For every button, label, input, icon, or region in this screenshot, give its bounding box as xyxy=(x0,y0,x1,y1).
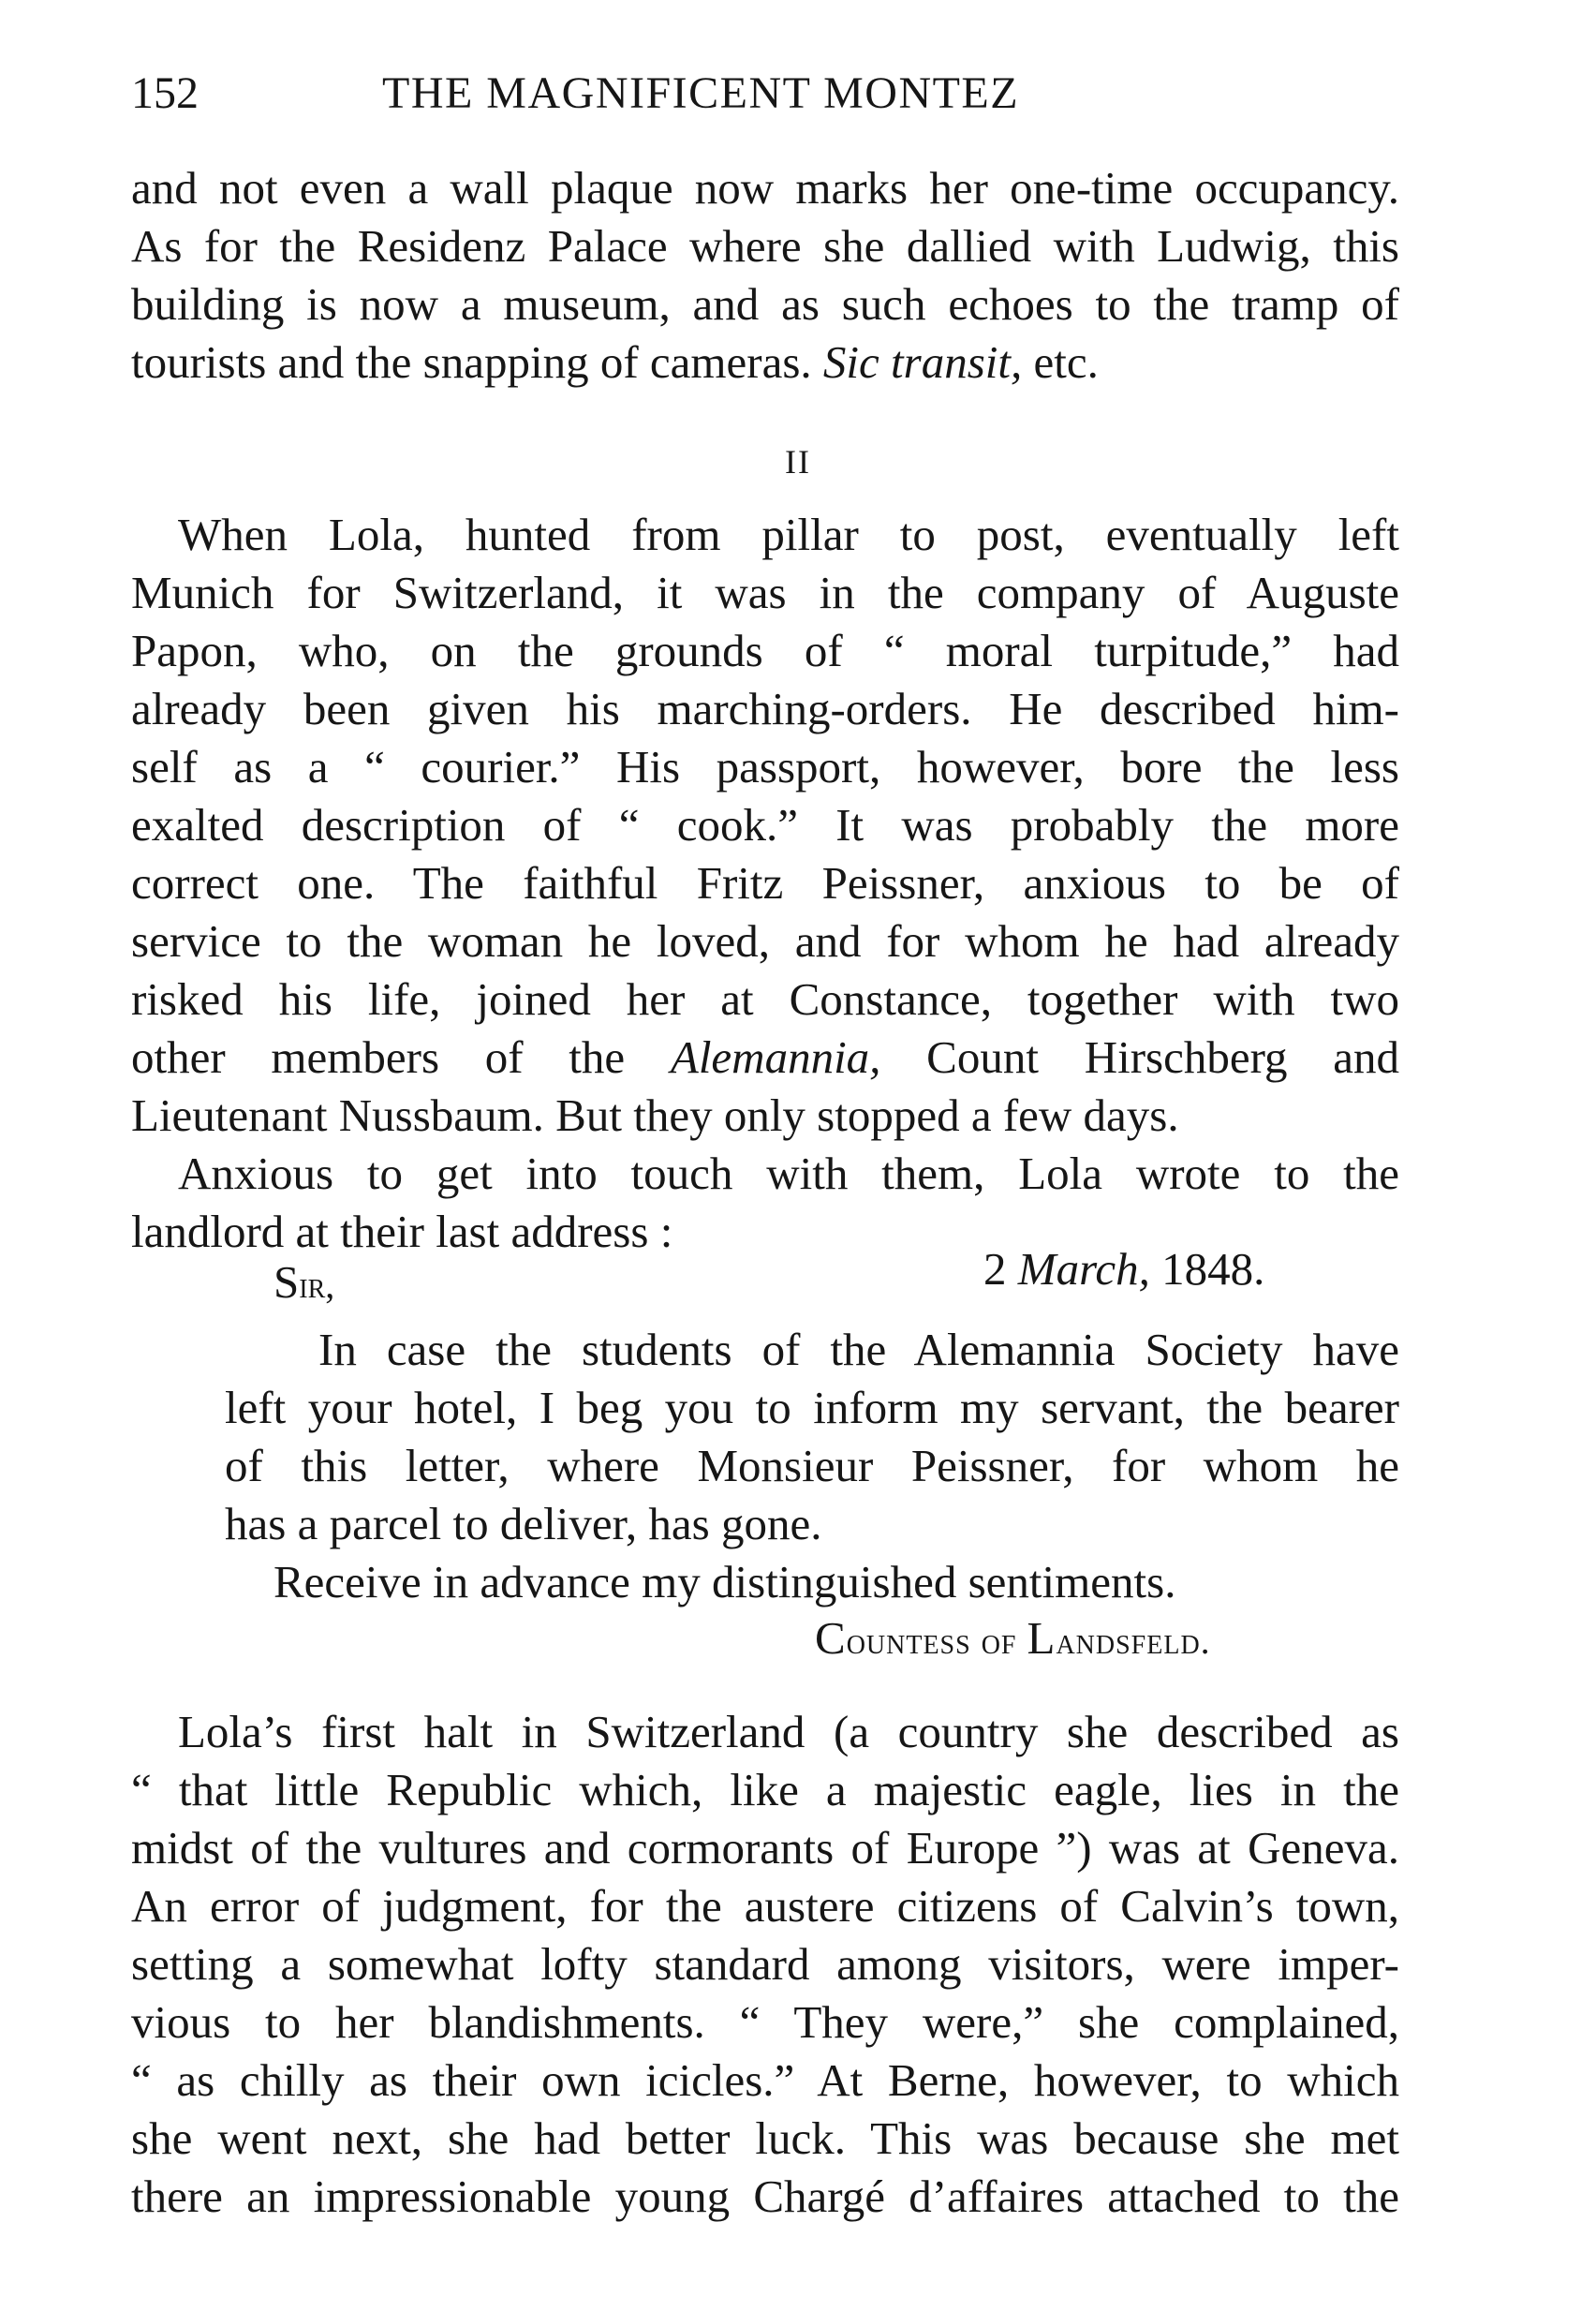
text-segment: tourists and the snapping of cameras. xyxy=(131,336,823,388)
text-segment: etc. xyxy=(1022,336,1099,388)
text-line: and not even a wall plaque now marks her one-time occupancy. xyxy=(131,162,1399,214)
page-header xyxy=(131,67,1424,124)
letter-signature xyxy=(815,1611,1211,1665)
running-title: THE MAGNIFICENT MONTEZ xyxy=(382,68,1020,118)
text-line: setting a somewhat lofty standard among visitors, were imper- xyxy=(131,1938,1399,1990)
text-line: landlord at their last address : xyxy=(131,1206,673,1257)
letter-line: In case the students of the Alemannia Society have xyxy=(318,1324,1399,1375)
text-line: risked his life, joined her at Constance, together with two xyxy=(131,973,1399,1025)
text-segment: other members of the xyxy=(131,1031,671,1083)
text-line: there an impressionable young Chargé d’affaires attached to the xyxy=(131,2170,1399,2222)
letter-line: left your hotel, I beg you to inform my servant, the bearer xyxy=(225,1382,1399,1433)
letter-salutation xyxy=(273,1255,334,1309)
signature-part: ountess of xyxy=(846,1620,1027,1662)
signature-part: andsfeld. xyxy=(1056,1620,1211,1662)
text-line: Papon, who, on the grounds of “ moral turpitude,” had xyxy=(131,625,1399,676)
signature-initial: C xyxy=(815,1612,847,1664)
text-line: already been given his marching-orders. He described him- xyxy=(131,683,1399,734)
text-line: vious to her blandishments. “ They were,” she complained, xyxy=(131,1996,1399,2048)
salutation-rest: ir, xyxy=(299,1264,335,1306)
date-month: March, xyxy=(1017,1243,1150,1295)
text-line: As for the Residenz Palace where she dallied with Ludwig, this xyxy=(131,220,1399,272)
text-line: Munich for Switzerland, it was in the company of Auguste xyxy=(131,567,1399,618)
text-line xyxy=(131,1029,1399,1087)
date-day: 2 xyxy=(983,1243,1018,1295)
text-line: midst of the vultures and cormorants of Europe ”) was at Geneva. xyxy=(131,1822,1399,1874)
text-line: correct one. The faithful Fritz Peissner, anxious to be of xyxy=(131,857,1399,909)
salutation-initial: S xyxy=(273,1256,300,1308)
text-line: she went next, she had better luck. This was because she met xyxy=(131,2112,1399,2164)
text-line: “ that little Republic which, like a majestic eagle, lies in the xyxy=(131,1764,1399,1815)
text-line: service to the woman he loved, and for whom he had already xyxy=(131,915,1399,967)
signature-initial: L xyxy=(1027,1612,1057,1664)
letter-closing: Receive in advance my distinguished sentiments. xyxy=(273,1556,1176,1607)
text-line: “ as chilly as their own icicles.” At Berne, however, to which xyxy=(131,2054,1399,2106)
letter-line: of this letter, where Monsieur Peissner, for whom he xyxy=(225,1440,1399,1491)
text-line: self as a “ courier.” His passport, however, bore the less xyxy=(131,741,1399,793)
text-line xyxy=(131,333,1399,392)
letter-line: has a parcel to deliver, has gone. xyxy=(225,1498,822,1549)
italic-text: Sic transit, xyxy=(822,336,1023,388)
text-line: An error of judgment, for the austere citizens of Calvin’s town, xyxy=(131,1880,1399,1932)
section-number: II xyxy=(785,443,811,481)
text-line: Anxious to get into touch with them, Lola wrote to the xyxy=(178,1148,1399,1199)
letter-date xyxy=(983,1242,1264,1296)
text-segment: Count Hirschberg and xyxy=(880,1031,1399,1083)
text-line: Lola’s first halt in Switzerland (a country she described as xyxy=(178,1706,1399,1757)
italic-text: Alemannia, xyxy=(670,1031,881,1083)
date-year: 1848. xyxy=(1149,1243,1265,1295)
text-line: building is now a museum, and as such echoes to the tramp of xyxy=(131,278,1399,330)
page-number: 152 xyxy=(131,68,199,118)
text-line: Lieutenant Nussbaum. But they only stopped a few days. xyxy=(131,1089,1179,1141)
text-line: exalted description of “ cook.” It was probably the more xyxy=(131,799,1399,851)
text-line: When Lola, hunted from pillar to post, eventually left xyxy=(178,509,1399,560)
